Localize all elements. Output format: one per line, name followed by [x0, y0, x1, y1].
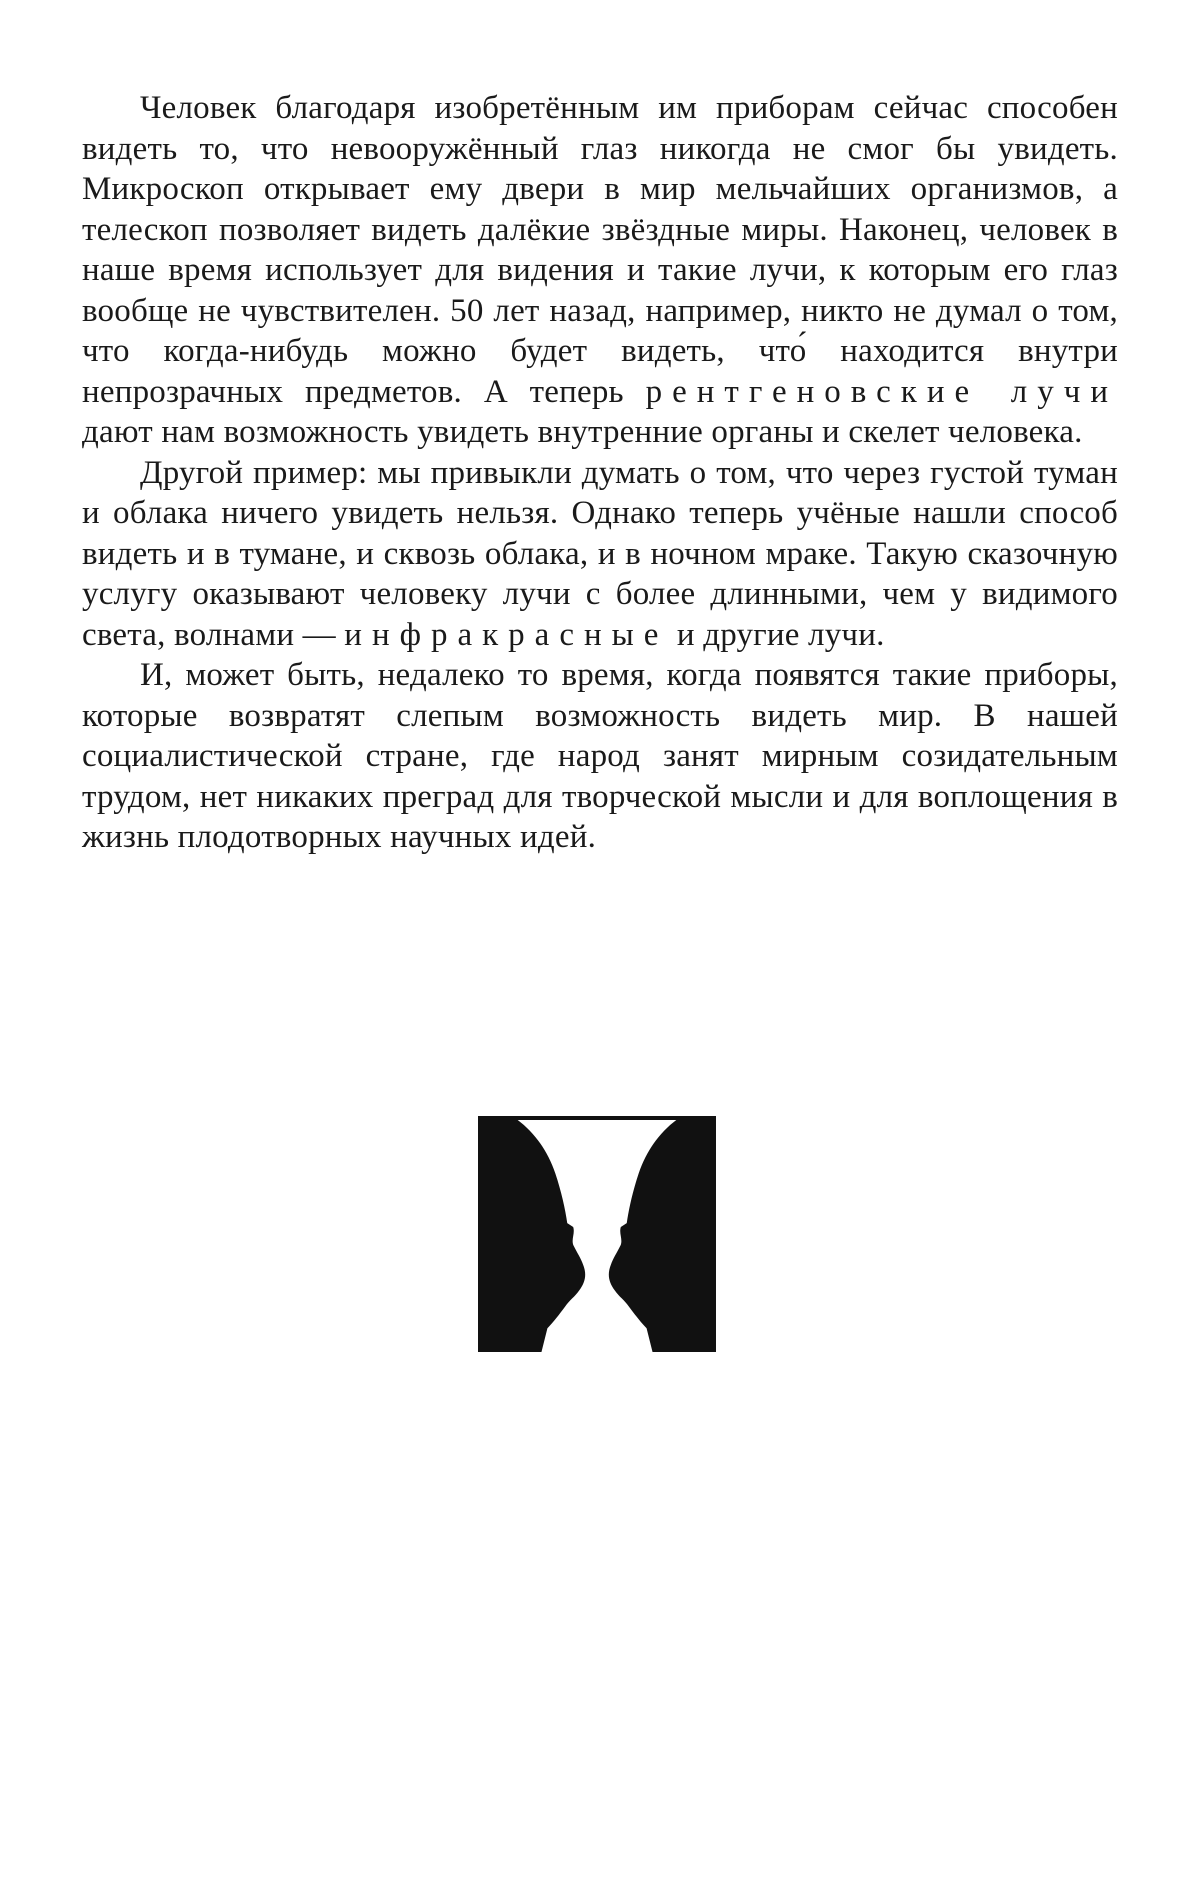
- paragraph-2-emphasis: инфракрасные: [344, 616, 669, 653]
- rubin-vase-illustration: [478, 1116, 716, 1352]
- paragraph-1: [82, 88, 1118, 453]
- paragraph-1-emphasis: рентгеновские лучи: [645, 373, 1118, 410]
- paragraph-1-text: Человек благодаря изобретённым им приборам сейчас способен видеть то, что невооружённый глаз никогда не смог бы увидеть. Микроскоп открывает ему двери в мир мельчайших организмов, а телескоп позволяет видеть далёкие звёздные миры. Наконец, человек в наше время использует для видения и такие лучи, к которым его глаз вообще не чувствителен. 50 лет назад, например, никто не думал о том, что когда-нибудь можно будет видеть, что́ находится внутри непрозрачных предметов. А теперь: [82, 90, 1118, 410]
- paragraph-3-text: И, может быть, недалеко то время, когда появятся такие приборы, которые возвратят слепым возможность видеть мир. В нашей социалистической стране, где народ занят мирным созидательным трудом, нет никаких преград для творческой мысли и для воплощения в жизнь плодотворных научных идей.: [82, 657, 1118, 855]
- paragraph-1-text-end: дают нам возможность увидеть внутренние органы и скелет человека.: [82, 414, 1083, 450]
- paragraph-2-text: Другой пример: мы привыкли думать о том, что через густой туман и облака ничего увидеть нельзя. Однако теперь учёные нашли способ видеть и в тумане, и сквозь облака, и в ночном мраке. Такую сказочную услугу оказывают человеку лучи с более длинными, чем у видимого света, волнами —: [82, 454, 1118, 653]
- paragraph-3: [82, 655, 1118, 858]
- paragraph-2: [82, 453, 1118, 656]
- paragraph-2-text-end: и другие лучи.: [668, 616, 885, 653]
- rubin-vase-icon: [478, 1116, 716, 1352]
- body-text: [82, 88, 1118, 858]
